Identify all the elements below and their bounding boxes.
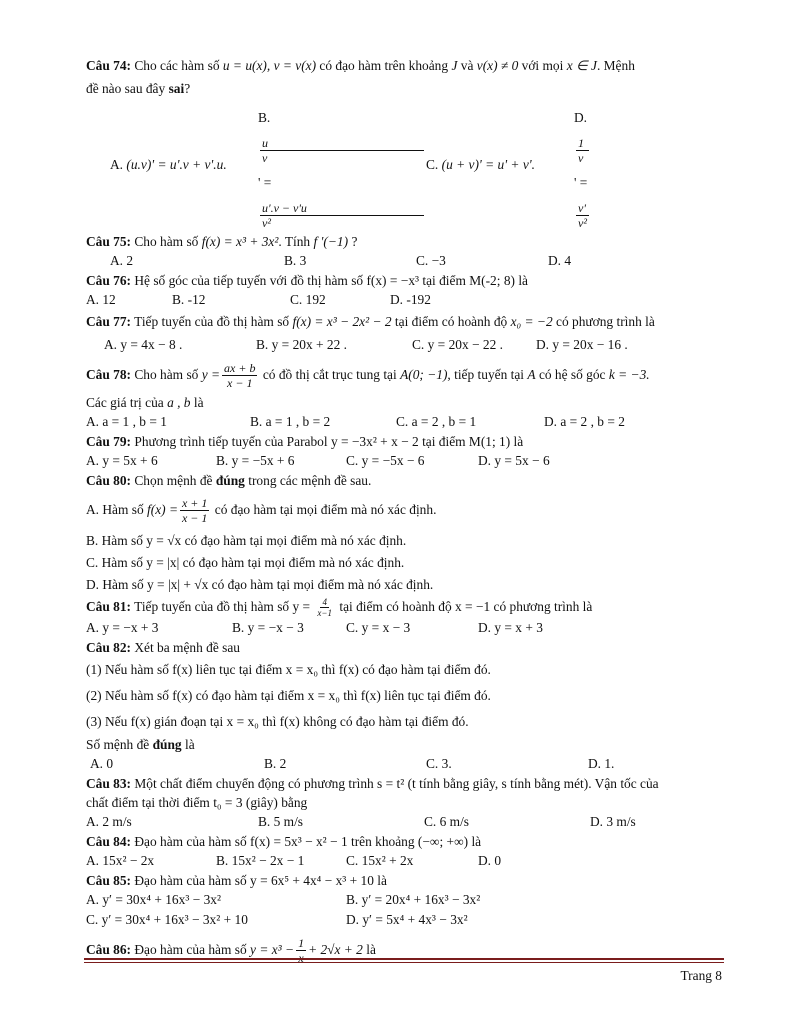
- question-85-options-cd: C. y′ = 30x⁴ + 16x³ − 3x² + 10 D. y′ = 5x⁴ + 4x³ − 3x²: [86, 912, 468, 928]
- question-86: Câu 86: Đạo hàm của hàm số y = x³ − 1 + 2√x + 2 là: [86, 935, 376, 958]
- question-81-options: A. y = −x + 3 B. y = −x − 3 C. y = x − 3 D. y = x + 3: [86, 620, 543, 636]
- question-80: Câu 80: Chọn mệnh đề đúng trong các mệnh đề sau.: [86, 473, 372, 488]
- option-c: C. (u + v)' = u' + v'.: [426, 157, 535, 172]
- question-82-statement-2: (2) Nếu hàm số f(x) có đạo hàm tại điểm x = x₀ thì f(x) liên tục tại điểm đó.: [86, 688, 491, 704]
- question-84: Câu 84: Đạo hàm của hàm số f(x) = 5x³ − x² − 1 trên khoảng (−∞; +∞) là: [86, 834, 482, 850]
- question-80-option-d: D. Hàm số y = |x| + √x có đạo hàm tại mọi điểm mà nó xác định.: [86, 577, 434, 592]
- question-80-option-b: B. Hàm số y = √x có đạo hàm tại mọi điểm mà nó xác định.: [86, 533, 407, 548]
- question-83-line2: chất điểm tại thời điểm t₀ = 3 (giây) bằng: [86, 795, 308, 811]
- footer-divider: [84, 958, 724, 960]
- question-78-line2: Các giá trị của a , b là: [86, 395, 204, 410]
- question-78-options: A. a = 1 , b = 1 B. a = 1 , b = 2 C. a = 2 , b = 1 D. a = 2 , b = 2: [86, 414, 625, 429]
- question-75: Câu 75: Cho hàm số f(x) = x³ + 3x². Tính f '(−1) ?: [86, 234, 358, 249]
- option-d: D. 1 v ' = v' v²: [574, 110, 588, 230]
- question-number: Câu 74:: [86, 58, 132, 73]
- question-84-options: A. 15x² − 2x B. 15x² − 2x − 1 C. 15x² + 2x D. 0: [86, 853, 502, 869]
- question-83-options: A. 2 m/s B. 5 m/s C. 6 m/s D. 3 m/s: [86, 814, 636, 830]
- question-81: Câu 81: Tiếp tuyến của đồ thị hàm số y = $\frac{4}{x-1}$ tại điểm có hoành độ x = −1 có phương trình là: [86, 597, 593, 619]
- option-b: B. u v ' = u'.v − v'u v²: [258, 100, 426, 230]
- question-82: Câu 82: Xét ba mệnh đề sau: [86, 640, 240, 656]
- question-77: Câu 77: Tiếp tuyến của đồ thị hàm số f(x) = x³ − 2x² − 2 tại điểm có hoành độ x₀ = −2 có phương trình là: [86, 314, 655, 329]
- question-77-options: A. y = 4x − 8 . B. y = 20x + 22 . C. y = 20x − 22 . D. y = 20x − 16 .: [104, 337, 628, 352]
- question-85: Câu 85: Đạo hàm của hàm số y = 6x⁵ + 4x⁴ − x³ + 10 là: [86, 873, 387, 889]
- document-page: [86, 50, 726, 970]
- page-number: Trang 8: [680, 968, 722, 983]
- question-74-line2: đề nào sau đây sai?: [86, 81, 191, 96]
- question-80-option-c: C. Hàm số y = |x| có đạo hàm tại mọi điểm mà nó xác định.: [86, 555, 405, 570]
- question-79-options: A. y = 5x + 6 B. y = −5x + 6 C. y = −5x − 6 D. y = 5x − 6: [86, 453, 550, 468]
- question-83: Câu 83: Một chất điểm chuyển động có phương trình s = t² (t tính bằng giây, s tính bằng mét). Vận tốc của: [86, 776, 659, 792]
- question-82-statement-1: (1) Nếu hàm số f(x) liên tục tại điểm x = x₀ thì f(x) có đạo hàm tại điểm đó.: [86, 662, 491, 678]
- question-78: Câu 78: Cho hàm số y = $\frac{ax + b}{x - 1}$ có đồ thị cắt trục tung tại A(0; −1) , tiếp tuyến tại A có hệ số góc k = −3.: [86, 360, 650, 390]
- option-a: A. (u.v)' = u'.v + v'.u.: [110, 157, 227, 172]
- question-85-options-ab: A. y′ = 30x⁴ + 16x³ − 3x² B. y′ = 20x⁴ + 16x³ − 3x²: [86, 892, 481, 908]
- footer-divider-thin: [84, 962, 724, 963]
- question-79: Câu 79: Phương trình tiếp tuyến của Parabol y = −3x² + x − 2 tại điểm M(1; 1) là: [86, 434, 524, 449]
- question-74-options: [86, 100, 726, 230]
- question-76-options: A. 12 B. -12 C. 192 D. -192: [86, 292, 431, 307]
- question-76: Câu 76: Hệ số góc của tiếp tuyến với đồ thị hàm số f(x) = −x³ tại điểm M(-2; 8) là: [86, 273, 528, 288]
- question-82-ask: Số mệnh đề đúng là: [86, 737, 195, 753]
- question-82-options: A. 0 B. 2 C. 3. D. 1.: [90, 756, 615, 772]
- question-80-option-a: A. Hàm số f(x) = $\frac{x + 1}{x - 1}$ có đạo hàm tại mọi điểm mà nó xác định.: [86, 495, 437, 525]
- question-75-options: A. 2 B. 3 C. −3 D. 4: [110, 253, 572, 268]
- question-82-statement-3: (3) Nếu f(x) gián đoạn tại x = x₀ thì f(x) không có đạo hàm tại điểm đó.: [86, 714, 469, 730]
- question-74: Câu 74: Cho các hàm số u = u(x), v = v(x) có đạo hàm trên khoảng J và v(x) ≠ 0 với mọi x ∈ J. Mệnh: [86, 58, 635, 73]
